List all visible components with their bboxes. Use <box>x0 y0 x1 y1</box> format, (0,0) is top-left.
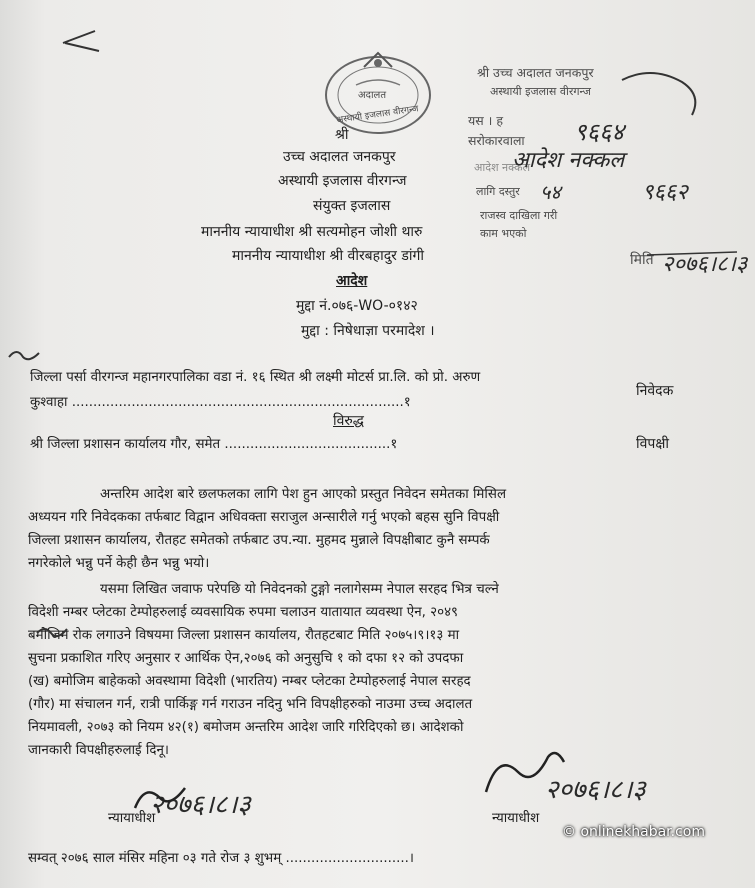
stamp-line-5: आदेश नक्कल <box>474 161 531 174</box>
watermark: © onlinekhabar.com <box>562 824 706 840</box>
paragraph-2-line: जानकारी विपक्षीहरुलाई दिनू। <box>28 743 169 758</box>
court-seal <box>322 45 434 137</box>
case-number: मुद्दा नं.०७६-WO-०१४२ <box>296 298 418 314</box>
header-shree: श्री <box>335 127 349 143</box>
petitioner-line-2: कुश्वाहा ..............................................................................१ <box>30 395 411 410</box>
filing-stamp <box>462 60 752 280</box>
tick-mark-icon <box>55 25 105 55</box>
stamp-hw-date: २०७६।८।३ <box>662 252 748 277</box>
left-judge-label: न्यायाधीश <box>108 811 156 826</box>
stamp-hw-number-3: ९६६२ <box>642 180 688 205</box>
stamp-line-4: सरोकारवाला <box>468 133 525 148</box>
stamp-hw-number-1: ९६६४ <box>574 118 624 146</box>
paragraph-1-line: जिल्ला प्रशासन कार्यालय, रौतहट समेतको तर्फबाट उप.न्या. मुहमद मुन्नाले विपक्षीबाट कुनै सम्पर्क <box>28 533 490 548</box>
judge-2: माननीय न्यायाधीश श्री वीरबहादुर डांगी <box>232 248 424 264</box>
paragraph-2-line: सुचना प्रकाशित गरिए अनुसार र आर्थिक ऐन,२०७६ को अनुसुचि १ को दफा १२ को उपदफा <box>28 651 464 666</box>
joint-bench: संयुक्त इजलास <box>313 198 391 214</box>
petitioner-role: निवेदक <box>636 383 674 399</box>
respondent-line: श्री जिल्ला प्रशासन कार्यालय गौर, समेत .......................................१ <box>30 437 398 452</box>
seal-text-top: अदालत <box>358 90 387 101</box>
paragraph-2-line: बमोजिम रोक लगाउने विषयमा जिल्ला प्रशासन कार्यालय, रौतहटबाट मिति २०७५।९।१३ मा <box>28 628 460 643</box>
left-signature: २०७६।८।३ <box>150 790 251 820</box>
date-line: सम्वत् २०७६ साल मंसिर महिना ०३ गते रोज ३ शुभम् .............................। <box>28 851 414 866</box>
respondent-role: विपक्षी <box>636 436 670 452</box>
paragraph-1-line: नगरेकोले भन्नु पर्ने केही छैन भन्नु भयो। <box>28 556 210 571</box>
stamp-line-7: राजस्व दाखिला गरी <box>480 209 558 222</box>
right-judge-label: न्यायाधीश <box>492 811 540 826</box>
stamp-hw-copy: आदेश नक्कल <box>512 148 625 173</box>
stamp-line-6: लागि दस्तुर <box>476 185 520 198</box>
seal-text-bottom: अस्थायी इजलास वीरगन्ज <box>335 104 420 126</box>
judge-1: माननीय न्यायाधीश श्री सत्यमोहन जोशी थारु <box>201 224 423 240</box>
paragraph-1-line: अन्तरिम आदेश बारे छलफलका लागि पेश हुन आएको प्रस्तुत निवेदन समेतका मिसिल <box>100 487 507 502</box>
court-name: उच्च अदालत जनकपुर <box>283 149 396 165</box>
order-title: आदेश <box>336 273 368 289</box>
stamp-hw-number-2: ५४ <box>540 180 561 204</box>
stamp-line-8: काम भएको <box>480 227 527 240</box>
petitioner-line-1: जिल्ला पर्सा वीरगन्ज महानगरपालिका वडा नं. १६ स्थित श्री लक्ष्मी मोटर्स प्रा.लि. को प्रो. अरुण <box>30 370 481 385</box>
margin-mark-icon <box>5 345 45 365</box>
stamp-date-label: मिति <box>630 252 654 268</box>
paragraph-2-line: विदेशी नम्बर प्लेटका टेम्पोहरुलाई व्यवसायिक रुपमा चलाउन यातायात व्यवस्था ऐन, २०४९ <box>28 605 458 620</box>
paragraph-2-line: नियमावली, २०७३ को नियम ४२(१) बमोजम अन्तरिम आदेश जारि गरिदिएको छ। आदेशको <box>28 720 464 735</box>
stamp-line-1: श्री उच्च अदालत जनकपुर <box>477 65 594 80</box>
paragraph-2-line: (गौर) मा संचालन गर्न, रात्री पार्किङ्ग गर्न गराउन नदिनु भनि विपक्षीहरुको नाउमा उच्च अदालत <box>28 697 473 712</box>
right-signature: २०७६।८।३ <box>545 775 646 805</box>
paragraph-2-line: यसमा लिखित जवाफ परेपछि यो निवेदनको टुङ्गो नलागेसम्म नेपाल सरहद भित्र चल्ने <box>100 582 499 597</box>
margin-mark-icon <box>33 623 73 643</box>
stamp-hw-scribble <box>462 60 752 280</box>
versus-label: विरुद्ध <box>333 413 364 429</box>
stamp-line-3: यस । ह <box>468 113 504 128</box>
case-type: मुद्दा : निषेधाज्ञा परमादेश । <box>301 323 435 339</box>
stamp-line-2: अस्थायी इजलास वीरगन्ज <box>490 85 591 98</box>
paragraph-2-line: (ख) बमोजिम बाहेकको अवस्थामा विदेशी (भारतिय) नम्बर प्लेटका टेम्पोहरुलाई नेपाल सरहद <box>28 674 471 689</box>
paragraph-1-line: अध्ययन गरि निवेदकका तर्फबाट विद्वान अधिवक्ता सराजुल अन्सारीले गर्नु भएको बहस सुनि विपक्षी <box>28 510 500 525</box>
bench-name: अस्थायी इजलास वीरगन्ज <box>278 173 407 189</box>
